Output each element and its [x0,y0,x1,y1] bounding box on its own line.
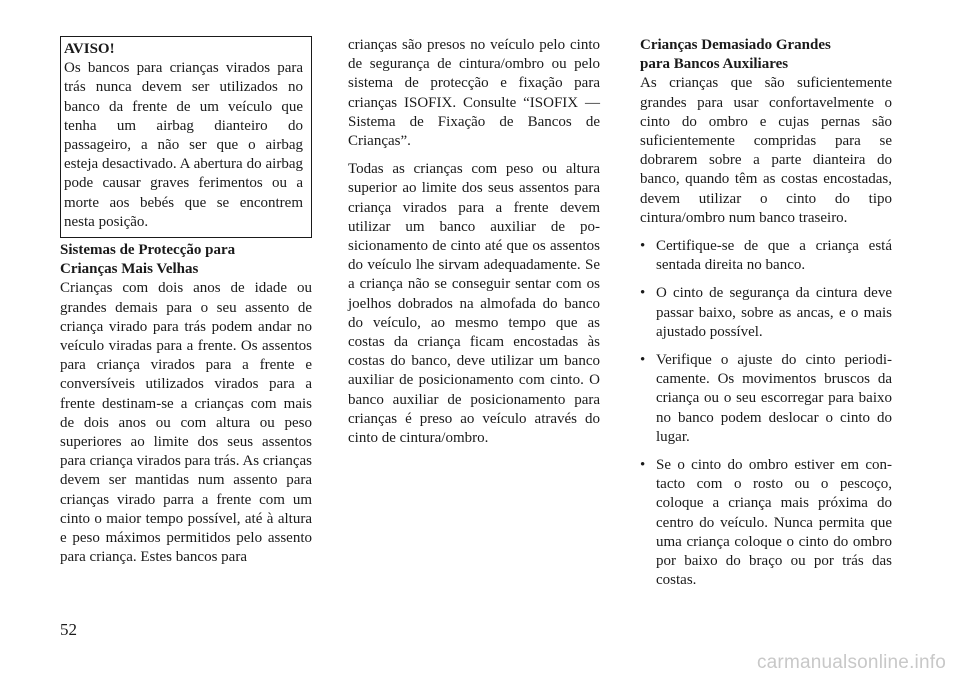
warning-title: AVISO! [64,41,115,57]
column-middle [348,36,600,457]
column-right [640,36,892,599]
paragraph-too-large: As crianças que são suficientemente grandes para usar confortavelmente o cinto do ombro e cujas pernas são suficientemente compridas para se dobrarem sobre a parte dianteira do banco, quando têm as costas encostadas, devem utilizar o cinto do tipo cintura/ombro num banco traseiro. [640,75,892,226]
section-heading-older-children-line2: Crianças Mais Velhas [60,261,199,278]
list-item [640,351,892,447]
bullet-text: Certifique-se de que a criança está sentada direita no banco. [656,238,892,274]
watermark: carmanualsonline.info [756,652,946,673]
section-heading-too-large-line2: para Bancos Auxiliares [640,56,789,73]
list-item [640,237,892,275]
column-left [60,36,312,567]
warning-box [60,36,312,238]
paragraph-booster-seat: Todas as crianças com peso ou altura superior ao limite dos seus assentos para criança virados para a frente devem utilizar um banco auxiliar de posicionamento de cinto até que os assentos do veículo lhe sirvam adequadamente. Se a criança não se conseguir sentar com os joelhos dobrados na almofada do banco do veículo, ao mesmo tempo que as costas da criança ficam encostadas às costas do banco, deve utilizar um banco auxiliar de posicionamento com cinto. O banco auxiliar de posicionamento para crianças é preso ao veículo através do cinto de cintura/ombro. [348,161,600,447]
paragraph-older-children-part2: crianças são presos no veículo pelo cinto de segurança de cintura/ombro ou pelo sistema de protecção e fixação para crianças ISOFIX. Consulte “ISOFIX — Sistema de Fixação de Bancos de Crianças”. [348,37,600,150]
bullet-list [640,237,892,590]
section-heading-older-children-line1: Sistemas de Protecção para [60,242,236,259]
page-number: 52 [60,620,77,639]
list-item [640,456,892,590]
bullet-icon: • [640,457,646,474]
warning-text: Os bancos para crianças virados para trás nunca devem ser utilizados no banco da frente de um veículo que tenha um airbag dianteiro do passageiro, a não ser que o airbag esteja desactivado. A abertura do airbag pode causar graves ferimentos ou a morte aos bebés que se encontrem nesta posição. [64,60,303,230]
bullet-text: Verifique o ajuste do cinto periodicamente. Os movimentos bruscos da criança ou o seu escorregar para baixo no banco podem deslocar o cinto do lugar. [656,352,892,445]
bullet-icon: • [640,285,646,302]
bullet-icon: • [640,238,646,255]
bullet-text: O cinto de segurança da cintura deve passar baixo, sobre as ancas, e o mais ajustado possível. [656,285,892,340]
bullet-text: Se o cinto do ombro estiver em contacto com o rosto ou o pescoço, coloque a criança mais próxima do centro do veículo. Nunca permita que uma criança coloque o cinto do ombro por baixo do braço ou por trás das costas. [656,457,892,589]
list-item [640,284,892,342]
paragraph-older-children-part1: Crianças com dois anos de idade ou grandes demais para o seu assento de criança virado para trás podem andar no veículo viradas para a frente. Os assentos para criança virados para a frente e conversíveis utilizados virados para a frente destinam-se a crianças com mais de dois anos ou com altura ou peso superiores ao limite dos seus assentos para criança virados para trás. As crianças devem ser mantidas num assento para crianças virado parra a frente com um cinto o maior tempo possível, até à altura e peso máximos permitidos pelo assento para criança. Estes bancos para [60,280,312,566]
section-heading-too-large-line1: Crianças Demasiado Grandes [640,37,831,53]
bullet-icon: • [640,352,646,369]
